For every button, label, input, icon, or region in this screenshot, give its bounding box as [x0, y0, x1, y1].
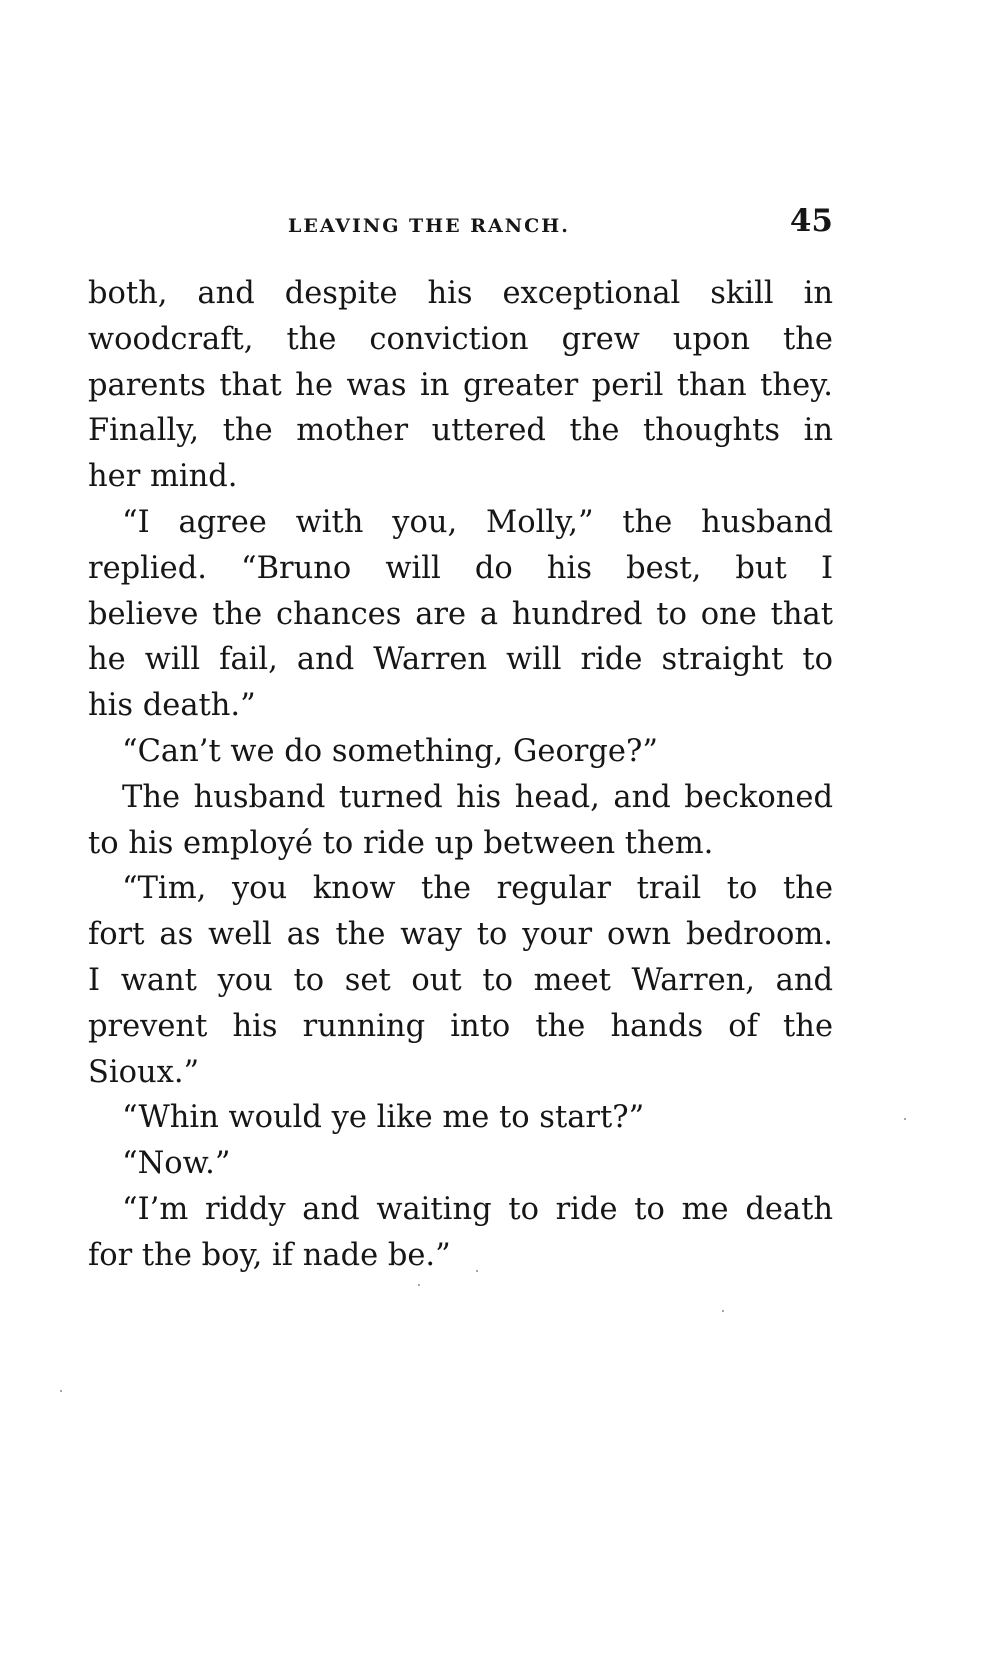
text-line: fort as well as the way to your own bedroom. — [88, 917, 833, 953]
text-line: “I agree with you, Molly,” the husband — [122, 504, 833, 540]
text-line: woodcraft, the conviction grew upon the — [88, 321, 833, 357]
running-title: LEAVING THE RANCH. — [288, 215, 570, 237]
text-line: “Can’t we do something, George?” — [122, 733, 658, 769]
page-number: 45 — [789, 203, 833, 239]
text-line: her mind. — [88, 459, 238, 495]
text-line: “Tim, you know the regular trail to the — [122, 871, 833, 907]
text-line: for the boy, if nade be.” — [88, 1237, 451, 1273]
text-line: prevent his running into the hands of the — [88, 1008, 833, 1044]
text-line: believe the chances are a hundred to one that — [88, 596, 833, 632]
text-line: “Now.” — [122, 1146, 231, 1182]
text-line: replied. “Bruno will do his best, but I — [88, 550, 833, 586]
text-line: he will fail, and Warren will ride straight to — [88, 642, 833, 678]
text-line: I want you to set out to meet Warren, and — [88, 962, 833, 998]
paper-speck — [722, 1310, 724, 1312]
running-header — [88, 203, 833, 243]
text-line: The husband turned his head, and beckoned — [122, 779, 833, 815]
text-line: his death.” — [88, 688, 256, 724]
text-line: “I’m riddy and waiting to ride to me death — [122, 1191, 833, 1227]
paper-speck — [904, 1118, 906, 1120]
text-line: parents that he was in greater peril than they. — [88, 367, 833, 403]
text-line: Finally, the mother uttered the thoughts in — [88, 413, 833, 449]
paper-speck — [476, 1270, 478, 1272]
body-text — [88, 271, 833, 1279]
text-line: both, and despite his exceptional skill in — [88, 276, 833, 311]
text-line: to his employé to ride up between them. — [88, 825, 714, 861]
paper-speck — [60, 1390, 62, 1392]
text-line: “Whin would ye like me to start?” — [122, 1100, 645, 1136]
text-line: Sioux.” — [88, 1054, 200, 1090]
paper-speck — [418, 1284, 420, 1286]
